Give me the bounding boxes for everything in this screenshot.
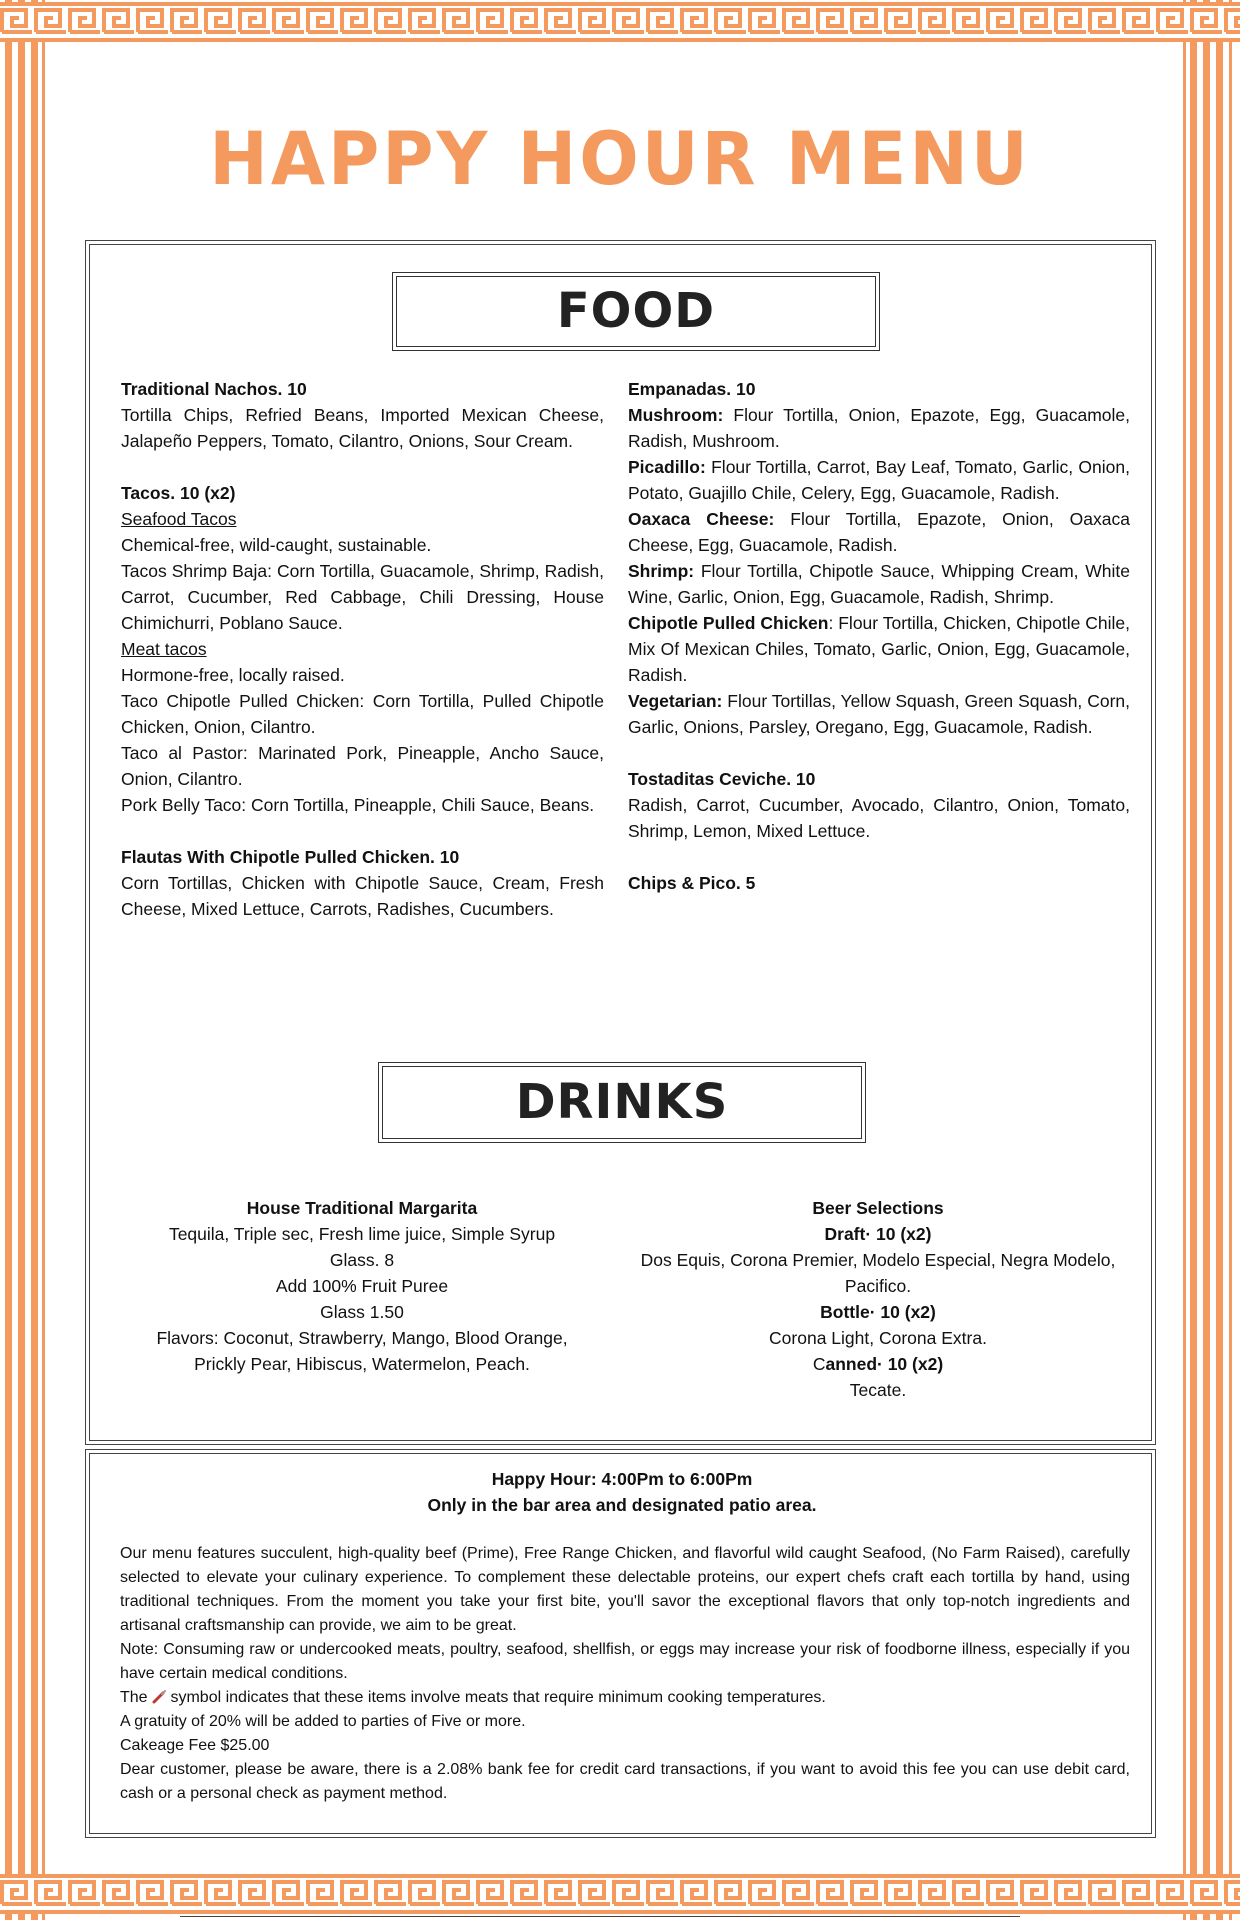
food-left-column — [121, 376, 604, 922]
meat-tacos-heading: Meat tacos — [121, 639, 207, 659]
meat-tacos-note: Hormone-free, locally raised. — [121, 665, 345, 685]
margarita-ingredients: Tequila, Triple sec, Fresh lime juice, Simple Syrup — [168, 1224, 556, 1244]
canned-heading — [640, 1351, 1116, 1377]
taco-al-pastor: Taco al Pastor: Marinated Pork, Pineapple, Ancho Sauce, Onion, Cilantro. — [121, 743, 604, 789]
empanada-name: Vegetarian: — [628, 691, 723, 711]
margarita-addon-price: Glass 1.50 — [320, 1302, 404, 1322]
empanada-item — [628, 454, 1130, 506]
menu-title: HAPPY HOUR MENU — [209, 115, 1031, 203]
beer-title: Beer Selections — [812, 1198, 944, 1218]
food-right-column — [628, 376, 1130, 896]
flautas-title: Flautas With Chipotle Pulled Chicken. 10 — [121, 847, 460, 867]
draft-title: Draft· 10 (x2) — [824, 1224, 932, 1244]
empanada-desc: Flour Tortillas, Yellow Squash, Green Squash, Corn, Garlic, Onions, Parsley, Oregano, Egg, Guacamole, Radish. — [628, 691, 1130, 737]
empanada-item — [628, 558, 1130, 610]
margarita-addon: Add 100% Fruit Puree — [275, 1276, 449, 1296]
canned-initial: C — [812, 1354, 826, 1374]
canned-list: Tecate. — [849, 1380, 907, 1400]
empanada-item — [628, 688, 1130, 740]
taco-shrimp-baja: Tacos Shrimp Baja: Corn Tortilla, Guacamole, Shrimp, Radish, Carrot, Cucumber, Red Cabbage, Chili Dressing, House Chimichurri, Poblano Sauce. — [121, 561, 604, 633]
empanada-desc: : Flour Tortilla, Chicken, Chipotle Chile, Mix Of Mexican Chiles, Tomato, Garlic, Onion, Egg, Guacamole, Radish. — [628, 613, 1130, 685]
knife-icon — [152, 1688, 166, 1702]
beer-column — [640, 1195, 1116, 1403]
gratuity-note: A gratuity of 20% will be added to parties of Five or more. — [120, 1713, 526, 1730]
tacos-title: Tacos. 10 (x2) — [121, 483, 236, 503]
notes-body — [120, 1542, 1130, 1806]
symbol-note-prefix: The — [120, 1689, 153, 1706]
drinks-heading: DRINKS — [378, 1062, 866, 1143]
symbol-note — [120, 1686, 1130, 1710]
happy-hour-area: Only in the bar area and designated patio area. — [427, 1495, 817, 1515]
nachos-title: Traditional Nachos. 10 — [121, 379, 307, 399]
empanada-item — [628, 402, 1130, 454]
empanada-item — [628, 610, 1130, 688]
happy-hour-times: Happy Hour: 4:00Pm to 6:00Pm — [491, 1469, 753, 1489]
empanada-item — [628, 506, 1130, 558]
empanada-desc: Flour Tortilla, Epazote, Onion, Oaxaca Cheese, Egg, Guacamole, Radish. — [628, 509, 1130, 555]
empanada-name: Oaxaca Cheese: — [628, 509, 775, 529]
empanadas-title: Empanadas. 10 — [628, 379, 756, 399]
bottle-list: Corona Light, Corona Extra. — [769, 1328, 987, 1348]
margarita-column — [120, 1195, 604, 1377]
margarita-glass-price: Glass. 8 — [329, 1250, 395, 1270]
about-paragraph: Our menu features succulent, high-quality beef (Prime), Free Range Chicken, and flavorful wild caught Seafood, (No Farm Raised), carefully selected to elevate your culinary experience. To complement these delectable proteins, our expert chefs craft each tortilla by hand, using traditional techniques. From the moment you take your first bite, you'll savor the exceptional flavors that only top-notch ingredients and artisanal craftsmanship can provide, we aim to be great. — [120, 1545, 1130, 1634]
bottle-title: Bottle· 10 (x2) — [820, 1302, 936, 1322]
flautas-description: Corn Tortillas, Chicken with Chipotle Sauce, Cream, Fresh Cheese, Mixed Lettuce, Carrots, Radishes, Cucumbers. — [121, 873, 604, 919]
taco-chipotle-chicken: Taco Chipotle Pulled Chicken: Corn Tortilla, Pulled Chipotle Chicken, Onion, Cilantro. — [121, 691, 604, 737]
taco-pork-belly: Pork Belly Taco: Corn Tortilla, Pineapple, Chili Sauce, Beans. — [121, 795, 595, 815]
ceviche-title: Tostaditas Ceviche. 10 — [628, 769, 816, 789]
cakeage-fee: Cakeage Fee $25.00 — [120, 1737, 270, 1754]
top-greek-key-border — [0, 2, 1240, 42]
canned-title: anned· 10 (x2) — [825, 1354, 944, 1374]
food-heading: FOOD — [392, 272, 880, 351]
empanada-name: Shrimp: — [628, 561, 695, 581]
nachos-description: Tortilla Chips, Refried Beans, Imported Mexican Cheese, Jalapeño Peppers, Tomato, Cilantro, Onions, Sour Cream. — [121, 405, 604, 451]
empanada-name: Chipotle Pulled Chicken — [628, 613, 829, 633]
draft-list: Dos Equis, Corona Premier, Modelo Especial, Negra Modelo, Pacifico. — [640, 1250, 1116, 1296]
bank-fee-note: Dear customer, please be aware, there is a 2.08% bank fee for credit card transactions, if you want to avoid this fee you can use debit card, cash or a personal check as payment method. — [120, 1761, 1130, 1802]
foodborne-warning: Note: Consuming raw or undercooked meats, poultry, seafood, shellfish, or eggs may increase your risk of foodborne illness, especially if you have certain medical conditions. — [120, 1641, 1130, 1682]
symbol-note-suffix: symbol indicates that these items involve meats that require minimum cooking temperatures. — [166, 1689, 826, 1706]
empanada-desc: Flour Tortilla, Chipotle Sauce, Whipping Cream, White Wine, Garlic, Onion, Egg, Guacamole, Radish, Shrimp. — [628, 561, 1130, 607]
seafood-tacos-note: Chemical-free, wild-caught, sustainable. — [121, 535, 432, 555]
ceviche-description: Radish, Carrot, Cucumber, Avocado, Cilantro, Onion, Tomato, Shrimp, Lemon, Mixed Lettuce. — [628, 795, 1130, 841]
seafood-tacos-heading: Seafood Tacos — [121, 509, 237, 529]
margarita-title: House Traditional Margarita — [246, 1198, 478, 1218]
chips-title: Chips & Pico. 5 — [628, 873, 756, 893]
margarita-flavors: Flavors: Coconut, Strawberry, Mango, Blood Orange, Prickly Pear, Hibiscus, Watermelon, Peach. — [156, 1328, 568, 1374]
empanada-desc: Flour Tortilla, Carrot, Bay Leaf, Tomato, Garlic, Onion, Potato, Guajillo Chile, Celery, Egg, Guacamole, Radish. — [628, 457, 1130, 503]
empanada-name: Picadillo: — [628, 457, 706, 477]
empanada-name: Mushroom: — [628, 405, 724, 425]
empanada-desc: Flour Tortilla, Onion, Epazote, Egg, Guacamole, Radish, Mushroom. — [628, 405, 1130, 451]
bottom-greek-key-border — [0, 1874, 1240, 1914]
